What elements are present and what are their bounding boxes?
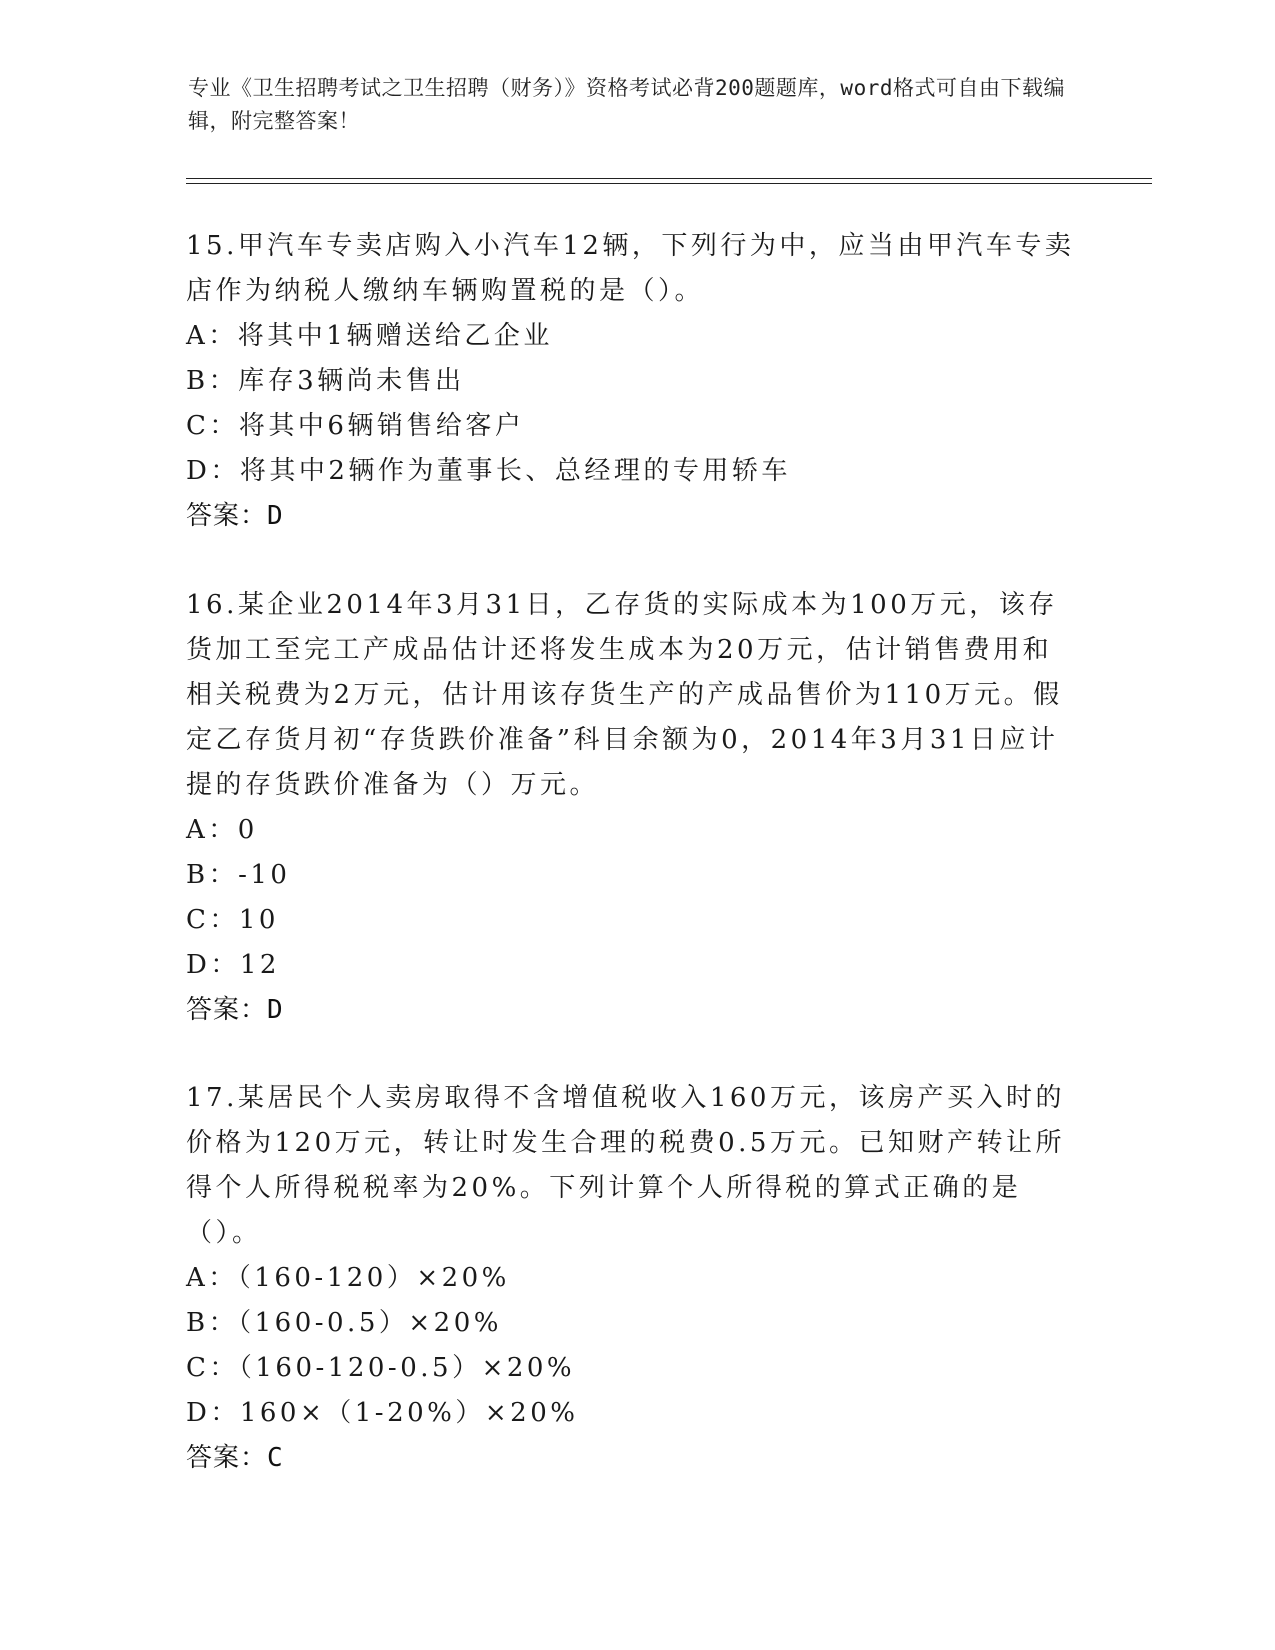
option-b: B：-10 [186,860,291,890]
question-16 [186,583,1076,1033]
document-header: 专业《卫生招聘考试之卫生招聘（财务）》资格考试必背200题题库，word格式可自由下载编辑，附完整答案！ [188,76,1065,133]
answer-value: D [267,995,284,1025]
option-d: D：将其中2辆作为董事长、总经理的专用轿车 [186,456,791,486]
answer-line [186,494,1076,539]
question-stem: 16.某企业2014年3月31日，乙存货的实际成本为100万元，该存货加工至完工产成品估计还将发生成本为20万元，估计销售费用和相关税费为2万元，估计用该存货生产的产成品售价为110万元。假定乙存货月初“存货跌价准备”科目余额为0，2014年3月31日应计提的存货跌价准备为（）万元。 [186,590,1063,800]
answer-label: 答案： [186,995,268,1025]
question-17 [186,1076,1076,1481]
option-c: C：（160-120-0.5）×20% [186,1353,576,1383]
answer-label: 答案： [186,1443,268,1473]
answer-line [186,1436,1076,1481]
option-a: A：0 [186,815,258,845]
answer-line [186,988,1076,1033]
answer-value: C [267,1443,284,1473]
answer-value: D [267,501,284,531]
option-d: D：12 [186,950,280,980]
option-c: C：将其中6辆销售给客户 [186,411,525,441]
option-a: A：（160-120）×20% [186,1263,510,1293]
header-divider-bottom [186,183,1152,184]
option-b: B：（160-0.5）×20% [186,1308,502,1338]
header-divider-top [186,178,1152,179]
option-d: D：160×（1-20%）×20% [186,1398,579,1428]
option-b: B：库存3辆尚未售出 [186,366,465,396]
question-stem: 15.甲汽车专卖店购入小汽车12辆，下列行为中，应当由甲汽车专卖店作为纳税人缴纳车辆购置税的是（）。 [186,231,1075,306]
option-a: A：将其中1辆赠送给乙企业 [186,321,553,351]
option-c: C：10 [186,905,279,935]
question-15 [186,224,1076,539]
answer-label: 答案： [186,501,268,531]
question-stem: 17.某居民个人卖房取得不含增值税收入160万元，该房产买入时的价格为120万元，转让时发生合理的税费0.5万元。已知财产转让所得个人所得税税率为20%。下列计算个人所得税的算式正确的是（）。 [186,1083,1065,1248]
